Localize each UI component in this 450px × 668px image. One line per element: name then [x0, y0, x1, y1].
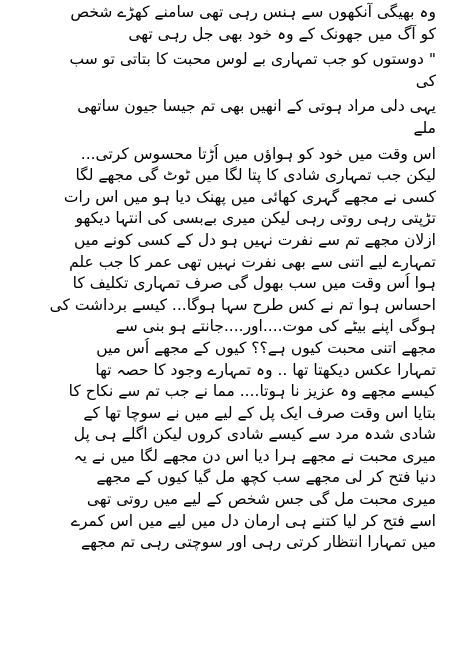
- text-line: ازلان مجھے تم سے نفرت نہیں ہو دل کے کسی کونے میں: [73, 230, 436, 249]
- text-line: مجھے اتنی محبت کیوں ہے؟؟ کیوں کے مجھے اُس میں: [96, 338, 436, 357]
- text-line: کسی نے مجھے گہری کھائی میں پھنک دیا ہو میں اس رات: [63, 187, 436, 206]
- text-line: اسے فتح کر لیا کتنے ہی ارمان دل میں لیے میں اس کمرے: [70, 511, 436, 530]
- text-line: ہوا اُس وقت میں سب بھول گی صرف تمہاری تکلیف کا: [72, 274, 436, 293]
- text-line: تڑپتی رہی روتی رہی لیکن میری بےبسی کی انتہا دیکھو: [75, 209, 436, 228]
- text-line: شادی شدہ مرد سے کیسے شادی کروں لیکن اگلے ہی پل: [73, 425, 436, 444]
- text-line: کو آگ میں جھونک کے وہ خود بھی جل رہی تھی: [128, 24, 436, 43]
- text-line: کیسے مجھے وہ عزیز نا ہوتا.... مما نے جب تم سے نکاح کا: [68, 382, 436, 401]
- text-line: ہوگی اپنے بیٹے کی موت....اور....جانتے ہو بنی سے: [115, 317, 436, 336]
- text-line: تمہارے لیے اتنی سے بھی نفرت نہیں تھی عمر کا جب علم: [69, 252, 436, 271]
- text-line: لیکن جب تمہاری شادی کا پتا لگا میں ٹوٹ گی مجھے لگا: [75, 166, 436, 185]
- text-line: دنیا فتح کر لی مجھے سب کچھ مل گیا کیوں کے مجھے: [96, 468, 436, 487]
- text-line: میں تمہارا انتظار کرتی رہی اور سوچتی رہی تم مجھے: [81, 533, 436, 552]
- text-line: یہی دلی مراد ہوتی کے انھیں بھی تم جیسا جیون ساتھی: [77, 97, 436, 116]
- text-line: تمہارا عکس دیکھتا تھا .. وہ تمہارے وجود کا حصہ تھا: [95, 360, 436, 379]
- text-line: ملے: [413, 118, 436, 137]
- text-line: " دوستوں کو جب تمہاری بے لوس محبت کا بتاتی تو سب: [69, 50, 436, 69]
- text-line: وہ بھیگی آنکھوں سے ہنس رہی تھی سامنے کھڑے شخص: [70, 3, 436, 21]
- text-line: احساس ہوا تم نے کس طرح سہا ہوگا... کیسے برداشت کی: [49, 295, 436, 314]
- text-line: میری محبت مل گی جس شخص کے لیے میں روتی تھی: [86, 490, 436, 509]
- text-line: میری محبت نے مجھے ہرا دیا اس دن مجھے لگا میں نے یہ: [73, 446, 436, 465]
- text-line: اس وقت میں خود کو ہواؤں میں اُڑتا محسوس کرتی...: [80, 144, 436, 163]
- text-line: کی: [415, 71, 436, 90]
- text-line: بتایا اس وقت صرف ایک پل کے لیے میں نے سوچا تھا کے: [83, 403, 436, 422]
